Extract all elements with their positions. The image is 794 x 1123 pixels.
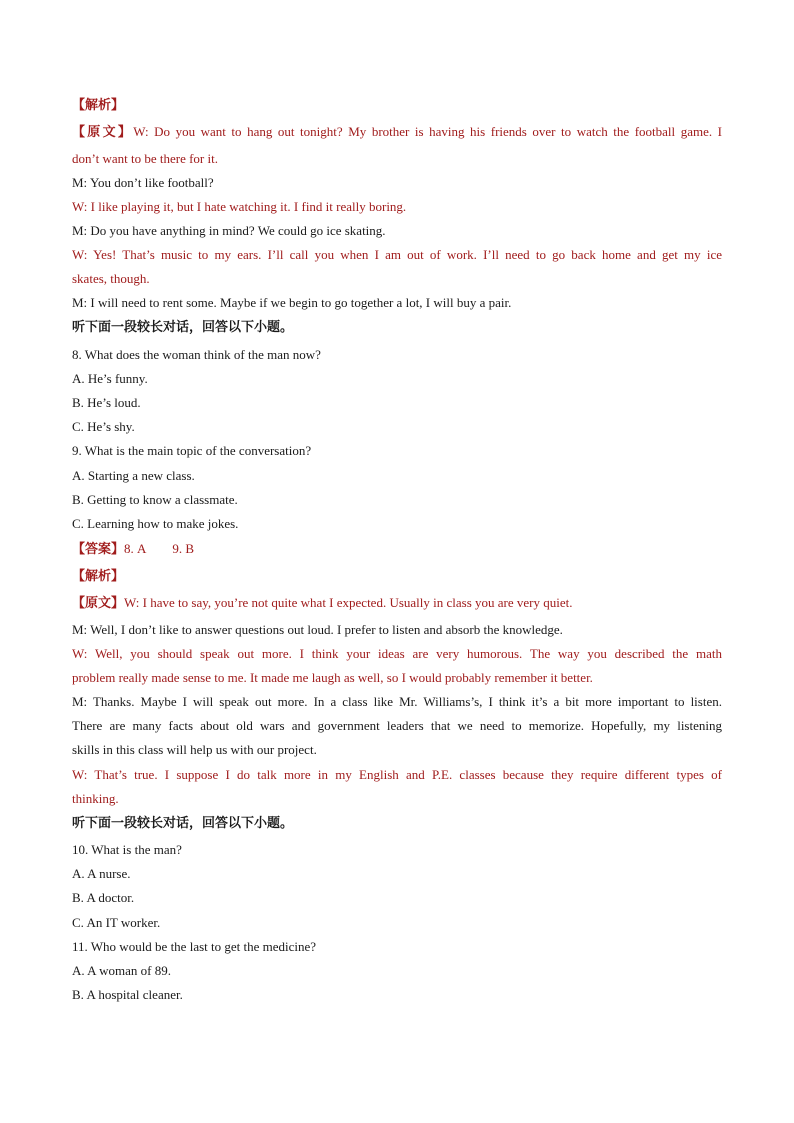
question-8-option-c: C. He’s shy. [72,419,135,434]
transcript-2-line-2: M: Well, I don’t like to answer questions out loud. I prefer to listen and absorb the knowledge. [72,622,563,637]
transcript-1-line-3: M: You don’t like football? [72,175,214,190]
transcript-1-line-8: M: I will need to rent some. Maybe if we begin to go together a lot, I will buy a pair. [72,295,512,310]
transcript-1-line-1: 【原文】W: Do you want to hang out tonight? My brother is having his friends over to watch the football game. I [72,124,722,140]
transcript-1-line-7: skates, though. [72,271,150,286]
transcript-2-line-8: W: That’s true. I suppose I do talk more in my English and P.E. classes because they require different types of [72,767,722,782]
original-tag-1: 【原文】 [72,125,134,140]
transcript-2-line-4: problem really made sense to me. It made me laugh as well, so I would probably remember it better. [72,670,593,685]
question-11-option-a: A. A woman of 89. [72,963,171,978]
transcript-2-line-9: thinking. [72,791,119,806]
transcript-1-line-2: don’t want to be there for it. [72,151,218,166]
transcript-2-line-5: M: Thanks. Maybe I will speak out more. In a class like Mr. Williams’s, I think it’s a bit more important to listen. [72,694,722,709]
question-10: 10. What is the man? [72,842,182,857]
transcript-1-line-5: M: Do you have anything in mind? We could go ice skating. [72,223,386,238]
original-tag-2: 【原文】 [72,596,125,611]
answer-tag: 【答案】 [72,542,125,557]
instruction-2: 听下面一段较长对话，回答以下小题。 [72,816,294,831]
question-8-option-b: B. He’s loud. [72,395,141,410]
transcript-2-line-6: There are many facts about old wars and government leaders that we need to memorize. Hopefully, my listening [72,718,722,733]
question-9-option-c: C. Learning how to make jokes. [72,516,239,531]
analysis-tag-2: 【解析】 [72,569,125,584]
instruction-1: 听下面一段较长对话，回答以下小题。 [72,320,294,335]
question-9-option-b: B. Getting to know a classmate. [72,492,238,507]
transcript-2-line-7: skills in this class will help us with our project. [72,742,317,757]
transcript-2-line-3: W: Well, you should speak out more. I think your ideas are very humorous. The way you described the math [72,646,722,661]
answer-line [72,540,722,558]
transcript-1-line-6: W: Yes! That’s music to my ears. I’ll call you when I am out of work. I’ll need to go back home and get my ice [72,247,722,262]
question-8: 8. What does the woman think of the man now? [72,347,321,362]
transcript-1-line-4: W: I like playing it, but I hate watching it. I find it really boring. [72,199,407,214]
question-9: 9. What is the main topic of the conversation? [72,443,312,458]
question-9-option-a: A. Starting a new class. [72,468,195,483]
question-10-option-b: B. A doctor. [72,890,135,905]
transcript-2-line-1: 【原文】W: I have to say, you’re not quite what I expected. Usually in class you are very quiet. [72,595,573,611]
question-10-option-a: A. A nurse. [72,866,131,881]
analysis-tag-1: 【解析】 [72,98,125,113]
answer-9: 9. B [172,541,195,556]
answer-8: 8. A [124,541,147,556]
question-11-option-b: B. A hospital cleaner. [72,987,183,1002]
question-11: 11. Who would be the last to get the medicine? [72,939,317,954]
question-10-option-c: C. An IT worker. [72,915,161,930]
question-8-option-a: A. He’s funny. [72,371,148,386]
